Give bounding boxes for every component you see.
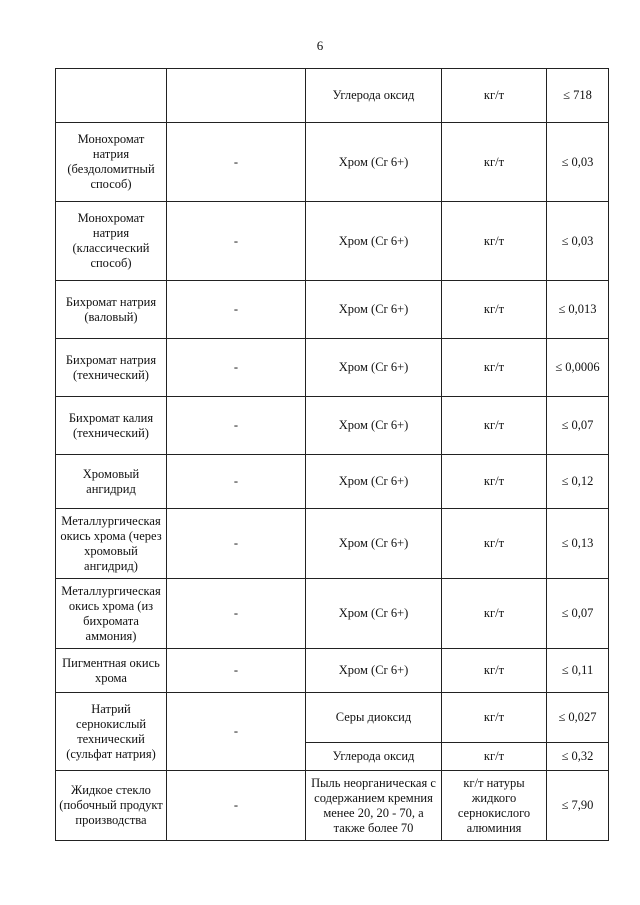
table-row — [56, 693, 609, 743]
dash-cell: - — [167, 579, 306, 649]
unit-cell: кг/т — [442, 509, 547, 579]
unit-cell: кг/т — [442, 339, 547, 397]
page-number: 6 — [316, 38, 324, 53]
unit-cell: кг/т — [442, 455, 547, 509]
substance-cell: Серы диоксид — [306, 693, 442, 743]
product-cell: Бихромат натрия (технический) — [56, 339, 167, 397]
value-cell: ≤ 0,07 — [547, 579, 609, 649]
value-cell: ≤ 0,11 — [547, 649, 609, 693]
table-row — [56, 397, 609, 455]
substance-cell: Хром (Cr 6+) — [306, 397, 442, 455]
substance-cell: Углерода оксид — [306, 69, 442, 123]
dash-cell: - — [167, 397, 306, 455]
dash-cell: - — [167, 649, 306, 693]
value-cell: ≤ 0,03 — [547, 202, 609, 281]
table-row — [56, 649, 609, 693]
unit-cell: кг/т — [442, 743, 547, 771]
table-row — [56, 123, 609, 202]
dash-cell: - — [167, 123, 306, 202]
substance-cell: Хром (Cr 6+) — [306, 281, 442, 339]
table-row — [56, 339, 609, 397]
table-row — [56, 281, 609, 339]
value-cell: ≤ 7,90 — [547, 771, 609, 841]
unit-cell: кг/т — [442, 202, 547, 281]
product-cell: Монохромат натрия (бездоломитный способ) — [56, 123, 167, 202]
value-cell: ≤ 0,12 — [547, 455, 609, 509]
substance-cell: Хром (Cr 6+) — [306, 649, 442, 693]
value-cell: ≤ 718 — [547, 69, 609, 123]
substance-cell: Пыль неорганическая с содержанием кремния менее 20, 20 - 70, а также более 70 — [306, 771, 442, 841]
unit-cell: кг/т — [442, 397, 547, 455]
dash-cell: - — [167, 771, 306, 841]
dash-cell: - — [167, 202, 306, 281]
table-row — [56, 509, 609, 579]
product-cell: Металлургическая окись хрома (из бихромата аммония) — [56, 579, 167, 649]
substance-cell: Хром (Cr 6+) — [306, 579, 442, 649]
substance-cell: Хром (Cr 6+) — [306, 339, 442, 397]
product-cell — [56, 69, 167, 123]
table-row — [56, 202, 609, 281]
dash-cell: - — [167, 509, 306, 579]
product-cell: Бихромат натрия (валовый) — [56, 281, 167, 339]
dash-cell: - — [167, 693, 306, 771]
substance-cell: Углерода оксид — [306, 743, 442, 771]
value-cell: ≤ 0,03 — [547, 123, 609, 202]
unit-cell: кг/т — [442, 693, 547, 743]
unit-cell: кг/т — [442, 649, 547, 693]
product-cell: Жидкое стекло (побочный продукт производства — [56, 771, 167, 841]
product-cell: Пигментная окись хрома — [56, 649, 167, 693]
product-cell: Натрий сернокислый технический (сульфат натрия) — [56, 693, 167, 771]
product-cell: Металлургическая окись хрома (через хромовый ангидрид) — [56, 509, 167, 579]
substance-cell: Хром (Cr 6+) — [306, 123, 442, 202]
unit-cell: кг/т — [442, 123, 547, 202]
value-cell: ≤ 0,0006 — [547, 339, 609, 397]
value-cell: ≤ 0,07 — [547, 397, 609, 455]
product-cell: Хромовый ангидрид — [56, 455, 167, 509]
unit-cell: кг/т — [442, 579, 547, 649]
unit-cell: кг/т — [442, 69, 547, 123]
dash-cell: - — [167, 455, 306, 509]
table-row — [56, 455, 609, 509]
product-cell: Бихромат калия (технический) — [56, 397, 167, 455]
unit-cell: кг/т — [442, 281, 547, 339]
table-body — [56, 69, 609, 841]
substance-cell: Хром (Cr 6+) — [306, 202, 442, 281]
table-row — [56, 69, 609, 123]
value-cell: ≤ 0,027 — [547, 693, 609, 743]
table-row — [56, 579, 609, 649]
value-cell: ≤ 0,13 — [547, 509, 609, 579]
value-cell: ≤ 0,013 — [547, 281, 609, 339]
value-cell: ≤ 0,32 — [547, 743, 609, 771]
product-cell: Монохромат натрия (классический способ) — [56, 202, 167, 281]
substance-cell: Хром (Cr 6+) — [306, 509, 442, 579]
emissions-table — [55, 68, 609, 841]
table-row — [56, 771, 609, 841]
substance-cell: Хром (Cr 6+) — [306, 455, 442, 509]
dash-cell — [167, 69, 306, 123]
unit-cell: кг/т натуры жидкого сернокислого алюминия — [442, 771, 547, 841]
dash-cell: - — [167, 281, 306, 339]
dash-cell: - — [167, 339, 306, 397]
